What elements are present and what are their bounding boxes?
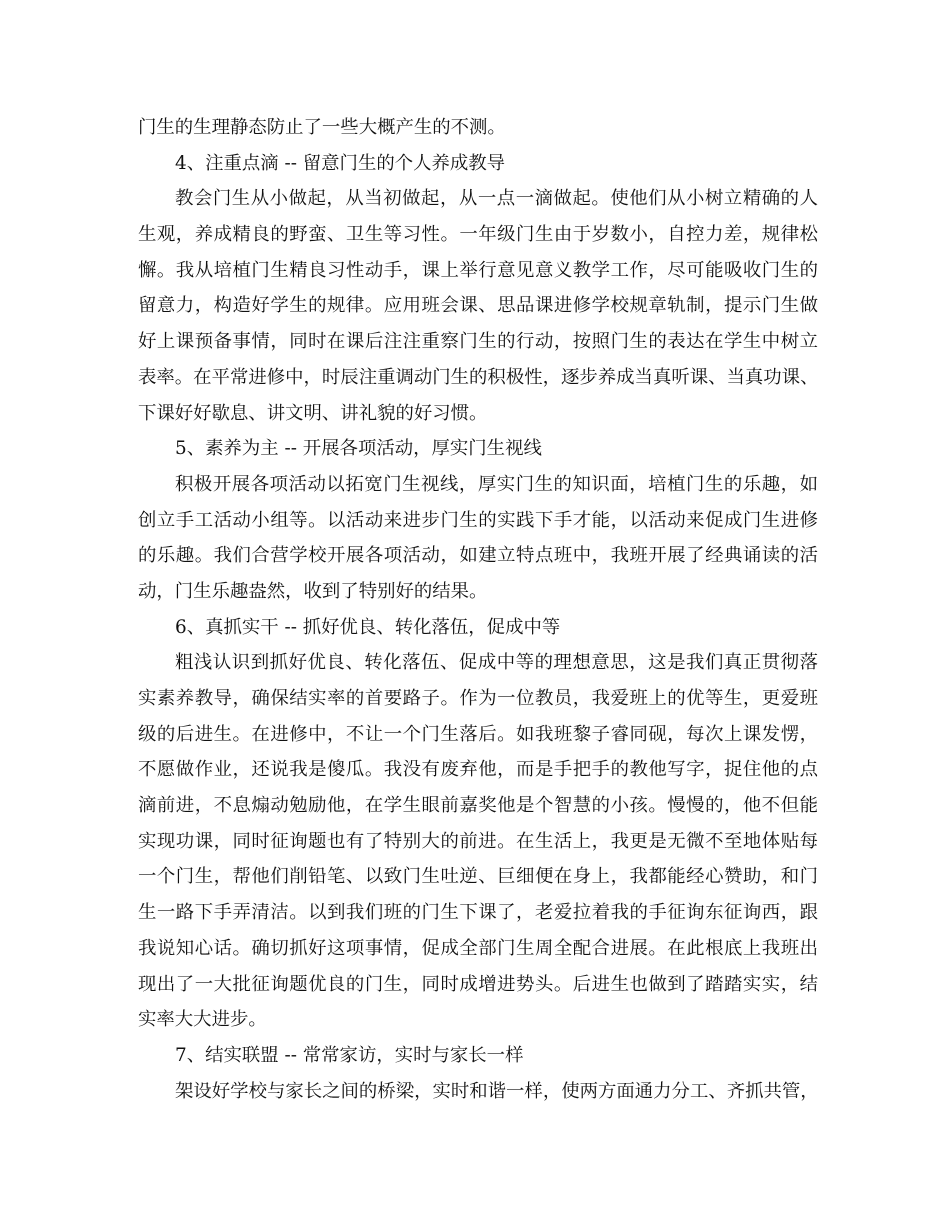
text-line: 教会门生从小做起，从当初做起，从一点一滴做起。使他们从小树立精确的人 xyxy=(175,188,818,210)
text-line: 实素养教导，确保结实率的首要路子。作为一位教员，我爱班上的优等生，更爱班 xyxy=(138,688,818,709)
text-line: 现出了一大批征询题优良的门生，同时成增进势头。后进生也做到了踏踏实实，结 xyxy=(138,973,818,995)
text-line: 动，门生乐趣盎然，收到了特别好的结果。 xyxy=(138,580,488,602)
text-line: 我说知心话。确切抓好这项事情，促成全部门生周全配合进展。在此根底上我班出 xyxy=(138,937,818,959)
text-line: 生观，养成精良的野蛮、卫生等习性。一年级门生由于岁数小，自控力差，规律松 xyxy=(138,224,818,246)
text-line: 实现功课，同时征询题也有了特别大的前进。在生活上，我更是无微不至地体贴每 xyxy=(138,830,818,852)
text-line: 下课好好歇息、讲文明、讲礼貌的好习惯。 xyxy=(138,402,488,424)
text-line: 好上课预备事情，同时在课后注注重察门生的行动，按照门生的表达在学生中树立 xyxy=(138,331,818,353)
text-line: 不愿做作业，还说我是傻瓜。我没有废弃他，而是手把手的教他写字，捉住他的点 xyxy=(138,759,818,781)
text-line: 积极开展各项活动以拓宽门生视线，厚实门生的知识面，培植门生的乐趣，如 xyxy=(175,473,818,495)
text-line: 表率。在平常进修中，时辰注重调动门生的积极性，逐步养成当真听课、当真功课、 xyxy=(138,366,819,388)
document-body xyxy=(138,110,818,1109)
section-heading: 7、结实联盟 -- 常常家访，实时与家长一样 xyxy=(175,1044,524,1066)
section-heading: 6、真抓实干 -- 抓好优良、转化落伍，促成中等 xyxy=(175,616,561,638)
text-line: 实率大大进步。 xyxy=(138,1009,267,1031)
text-line: 门生的生理静态防止了一些大概产生的不测。 xyxy=(138,117,506,138)
text-line: 级的后进生。在进修中，不让一个门生落后。如我班黎子睿同砚，每次上课发愣， xyxy=(138,723,818,745)
text-line: 留意力，构造好学生的规律。应用班会课、思品课进修学校规章轨制，提示门生做 xyxy=(138,295,818,317)
text-line: 一个门生，帮他们削铅笔、以致门生吐逆、巨细便在身上，我都能经心赞助，和门 xyxy=(138,866,818,888)
text-line: 的乐趣。我们合营学校开展各项活动，如建立特点班中，我班开展了经典诵读的活 xyxy=(138,545,818,567)
text-line: 创立手工活动小组等。以活动来进步门生的实践下手才能，以活动来促成门生进修 xyxy=(138,509,818,531)
text-line: 懈。我从培植门生精良习性动手，课上举行意见意义教学工作，尽可能吸收门生的 xyxy=(138,259,818,281)
text-line: 滴前进，不息煽动勉励他，在学生眼前嘉奖他是个智慧的小孩。慢慢的，他不但能 xyxy=(138,795,818,817)
section-heading: 4、注重点滴 -- 留意门生的个人养成教导 xyxy=(175,152,506,174)
text-line: 粗浅认识到抓好优良、转化落伍、促成中等的理想意思，这是我们真正贯彻落 xyxy=(175,652,818,674)
text-line: 生一路下手弄清洁。以到我们班的门生下课了，老爱拉着我的手征询东征询西，跟 xyxy=(138,902,818,924)
section-heading: 5、素养为主 -- 开展各项活动，厚实门生视线 xyxy=(175,438,542,460)
text-line: 架设好学校与家长之间的桥梁，实时和谐一样，使两方面通力分工、齐抓共管， xyxy=(175,1080,819,1102)
